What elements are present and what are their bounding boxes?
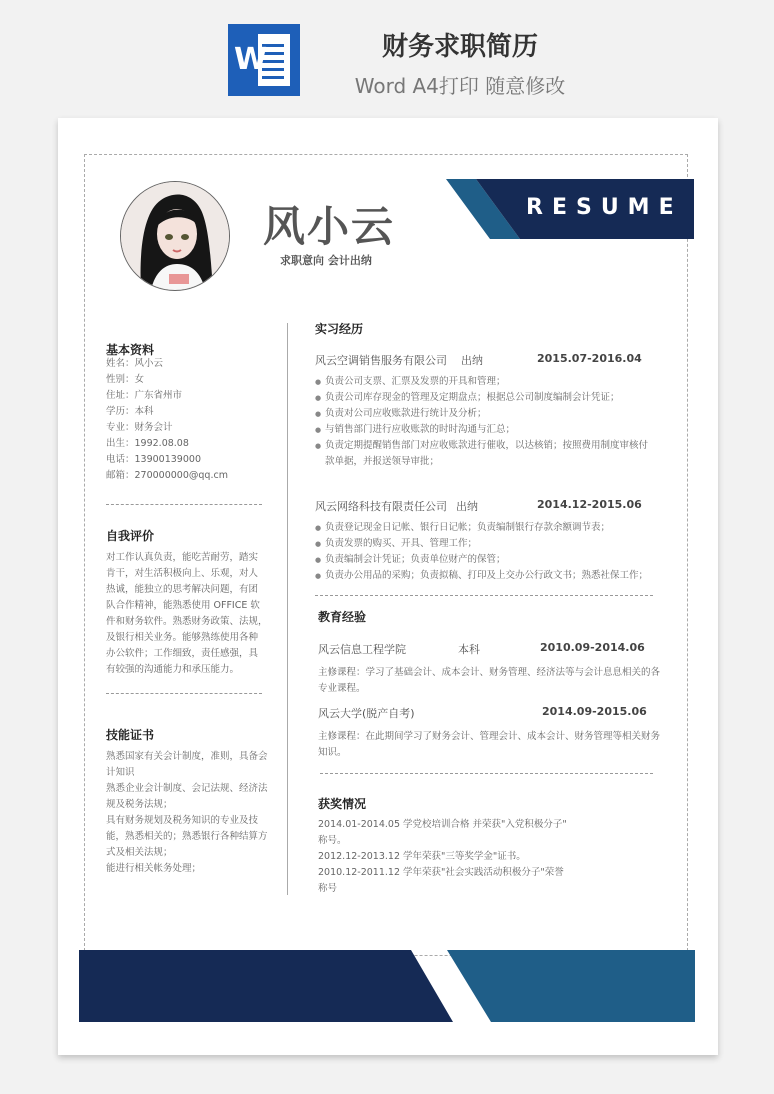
column-divider xyxy=(287,323,288,895)
word-icon xyxy=(228,24,300,96)
divider xyxy=(320,773,653,774)
award-line: 称号。 xyxy=(318,835,347,846)
self-eval-title: 自我评价 xyxy=(106,529,155,543)
internship-title: 实习经历 xyxy=(315,322,364,336)
skills-line: 熟悉国家有关会计制度，准则，具备会 xyxy=(106,751,268,762)
skills-title: 技能证书 xyxy=(106,728,155,742)
duty-item: ● 负责编制会计凭证；负责单位财产的保管； xyxy=(315,552,655,568)
duty-item: ● 负责公司支票、汇票及发票的开具和管理； xyxy=(315,374,655,390)
info-birth: 出生：1992.08.08 xyxy=(106,438,189,449)
award-line: 称号 xyxy=(318,883,338,894)
top-banner xyxy=(0,0,774,110)
job-role: 出纳 xyxy=(461,354,483,367)
self-eval-line: 件和财务软件。熟悉财务政策、法规， xyxy=(106,616,268,627)
edu-desc: 主修课程：在此期间学习了财务会计、管理会计、成本会计、财务管理等相关财务知识。 xyxy=(318,731,661,758)
self-eval-line: 及银行相关业务。能够熟练使用各种 xyxy=(106,632,259,643)
self-eval-line: 热诚，能独立的思考解决问题，有团 xyxy=(106,584,259,595)
award-line: 2012.12-2013.12 学年荣获"三等奖学金"证书。 xyxy=(318,851,526,862)
duty-item: ● 负责公司库存现金的管理及定期盘点；根据总公司制度编制会计凭证； xyxy=(315,390,655,406)
job-role: 出纳 xyxy=(456,500,478,513)
skills-line: 计知识 xyxy=(106,767,135,778)
skills-line: 熟悉企业会计制度、会记法规、经济法 xyxy=(106,783,268,794)
basic-info-list xyxy=(106,356,266,484)
resume-page xyxy=(58,118,718,1055)
info-address: 住址：广东省州市 xyxy=(106,390,183,401)
awards-title: 获奖情况 xyxy=(318,797,367,811)
degree: 本科 xyxy=(458,643,480,656)
skills-line: 规及税务法规； xyxy=(106,799,173,810)
self-eval-line: 有较强的沟通能力和承压能力。 xyxy=(106,664,240,675)
divider xyxy=(106,693,262,694)
school-name: 风云信息工程学院 xyxy=(318,643,406,656)
duty-item: ● 负责发票的购买、开具、管理工作； xyxy=(315,536,655,552)
education-title: 教育经验 xyxy=(318,610,367,624)
self-eval-line: 肯干，对生活积极向上、乐观，对人 xyxy=(106,568,259,579)
edu-date: 2010.09-2014.06 xyxy=(540,641,645,654)
divider xyxy=(315,595,653,596)
job-date: 2014.12-2015.06 xyxy=(537,498,642,511)
duty-item: ● 负责登记现金日记帐、银行日记帐；负责编制银行存款余额调节表； xyxy=(315,520,655,536)
footer-decoration xyxy=(79,950,695,1022)
self-eval-line: 队合作精神，能熟悉使用 OFFICE 软 xyxy=(106,600,260,611)
duty-item: ● 与销售部门进行应收账款的时时沟通与汇总； xyxy=(315,422,655,438)
candidate-name: 风小云 xyxy=(263,202,396,251)
self-eval-line: 办公软件；工作细致，责任感强，具 xyxy=(106,648,259,659)
skills-line: 能进行相关帐务处理； xyxy=(106,863,202,874)
info-gender: 性别：女 xyxy=(106,374,145,385)
duty-item: ● 负责办公用品的采购；负责拟稿、打印及上交办公行政文书；熟悉社保工作； xyxy=(315,568,655,584)
job-intent: 求职意向 会计出纳 xyxy=(280,254,372,267)
info-email: 邮箱：270000000@qq.cm xyxy=(106,470,228,481)
skills-text xyxy=(106,749,271,877)
divider xyxy=(106,504,262,505)
skills-line: 式及相关法规； xyxy=(106,847,173,858)
skills-line: 能，熟悉相关的；熟悉银行各种结算方 xyxy=(106,831,268,842)
self-eval-text xyxy=(106,550,271,678)
word-icon-letter: W xyxy=(234,42,268,77)
job-date: 2015.07-2016.04 xyxy=(537,352,642,365)
edu-desc: 主修课程：学习了基础会计、成本会计、财务管理、经济法等与会计息息相关的各专业课程。 xyxy=(318,667,661,694)
duty-item: ● 负责对公司应收账款进行统计及分析； xyxy=(315,406,655,422)
job-duties xyxy=(315,374,655,470)
skills-line: 具有财务规划及税务知识的专业及技 xyxy=(106,815,259,826)
duty-item: ● 负责定期提醒销售部门对应收账款进行催收，以达核销；按照费用制度审核付款单据，并报送领导审批； xyxy=(315,438,655,470)
award-line: 2014.01-2014.05 学党校培训合格 并荣获"入党积极分子" xyxy=(318,819,567,830)
job-company: 风云空调销售服务有限公司 xyxy=(315,354,447,367)
basic-info-title: 基本资料 xyxy=(106,343,155,357)
info-name: 姓名：风小云 xyxy=(106,358,164,369)
avatar xyxy=(120,181,230,291)
avatar-illustration xyxy=(121,182,229,290)
award-line: 2010.12-2011.12 学年荣获"社会实践活动积极分子"荣誉 xyxy=(318,867,564,878)
info-phone: 电话：13900139000 xyxy=(106,454,201,465)
job-duties xyxy=(315,520,655,584)
self-eval-line: 对工作认真负责，能吃苦耐劳，踏实 xyxy=(106,552,259,563)
info-education: 学历：本科 xyxy=(106,406,154,417)
edu-date: 2014.09-2015.06 xyxy=(542,705,647,718)
banner-subtitle: Word A4打印 随意修改 xyxy=(354,74,566,98)
job-company: 风云网络科技有限责任公司 xyxy=(315,500,447,513)
banner-title: 财务求职简历 xyxy=(381,32,538,62)
resume-label: RESUME xyxy=(526,195,683,220)
awards-text xyxy=(318,817,598,897)
school-name: 风云大学(脱产自考) xyxy=(318,707,415,720)
info-major: 专业：财务会计 xyxy=(106,422,173,433)
